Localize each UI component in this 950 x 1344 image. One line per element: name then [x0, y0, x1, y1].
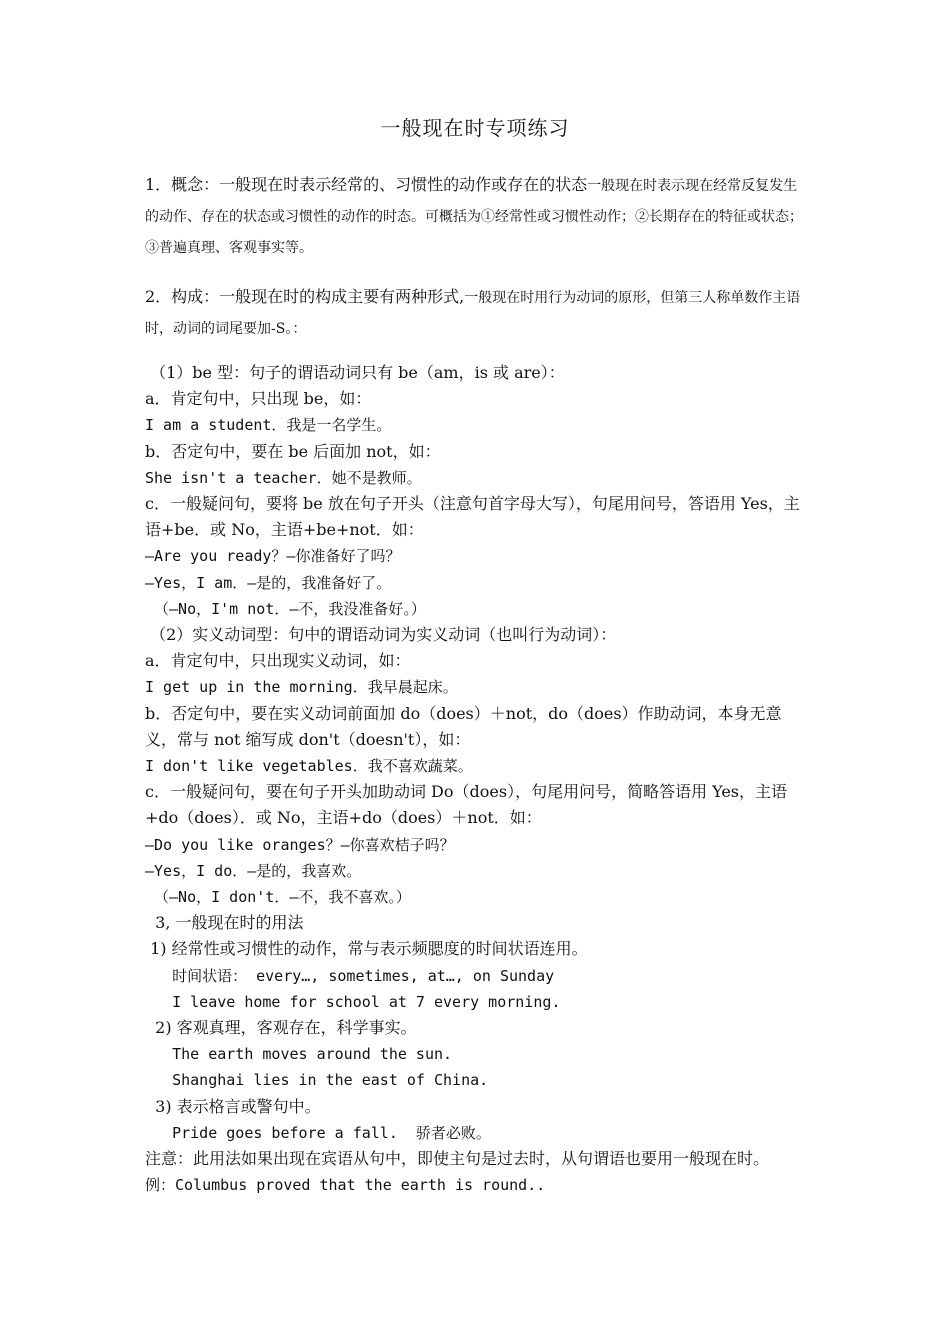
usage-note: 注意：此用法如果出现在宾语从句中，即使主句是过去时，从句谓语也要用一般现在时。 [145, 1149, 770, 1169]
be-negative-rule: b．否定句中，要在 be 后面加 not，如： [145, 441, 441, 461]
usage-truth-example-2: Shanghai lies in the east of China. [145, 1071, 489, 1090]
structure-paragraph [145, 282, 810, 344]
usage-proverb-example: Pride goes before a fall. 骄者必败。 [145, 1123, 491, 1142]
be-type-heading: （1）be 型：句子的谓语动词只有 be（am，is 或 are）： [145, 363, 565, 382]
verb-affirmative-rule: a．肯定句中，只出现实义动词，如： [145, 651, 411, 671]
content-body [145, 360, 810, 1199]
be-answer-yes: —Yes，I am．—是的，我准备好了。 [145, 573, 392, 592]
usage-truth-example-1: The earth moves around the sun. [145, 1045, 453, 1064]
usage-habitual: 1) 经常性或习惯性的动作，常与表示频腮度的时间状语连用。 [145, 939, 588, 959]
usage-truth: 2) 客观真理，客观存在，科学事实。 [145, 1018, 417, 1038]
verb-question-rule: c．一般疑问句，要在句子开头加助动词 Do（does），句尾用问号，简略答语用 Yes，主语+do（does）．或 No，主语+do（does）＋not．如： [145, 782, 788, 828]
concept-paragraph [145, 170, 810, 263]
structure-detail: 一般现在时用行为动词的原形，但第三人称单数作主语时，动词的词尾要加-S。： [145, 290, 801, 337]
concept-lead: 1．概念：一般现在时表示经常的、习惯性的动作或存在的状态 [145, 175, 588, 194]
be-negative-example: She isn't a teacher．她不是教师。 [145, 468, 422, 487]
structure-lead: 2．构成：一般现在时的构成主要有两种形式, [145, 287, 465, 306]
be-question-example: —Are you ready？—你准备好了吗？ [145, 547, 401, 566]
be-answer-no: （—No，I'm not．—不，我没准备好。） [145, 599, 426, 618]
concept-detail: 一般现在时表示现在经常反复发生的动作、存在的状态或习惯性的动作的时态。可概括为①经常性或习惯性动作；②长期存在的特征或状态；③普遍真理、客观事实等。 [145, 178, 803, 256]
be-affirmative-example: I am a student．我是一名学生。 [145, 416, 392, 435]
page-title: 一般现在时专项练习 [380, 116, 570, 140]
verb-negative-example: I don't like vegetables．我不喜欢蔬菜。 [145, 757, 473, 776]
usage-note-example: 例：Columbus proved that the earth is round.. [145, 1176, 546, 1195]
be-affirmative-rule: a．肯定句中，只出现 be，如： [145, 389, 372, 409]
usage-proverb: 3) 表示格言或警句中。 [145, 1096, 321, 1116]
verb-answer-yes: —Yes，I do．—是的，我喜欢。 [145, 861, 362, 880]
usage-habitual-example: I leave home for school at 7 every morning. [145, 992, 561, 1011]
be-question-rule: c．一般疑问句，要将 be 放在句子开头（注意句首字母大写），句尾用问号，答语用 Yes，主语+be．或 No，主语+be+not．如： [145, 494, 800, 540]
verb-type-heading: （2）实义动词型：句中的谓语动词为实义动词（也叫行为动词）： [145, 625, 617, 645]
usage-heading: 3, 一般现在时的用法 [145, 913, 304, 933]
verb-answer-no: （—No，I don't．—不，我不喜欢。） [145, 888, 411, 907]
verb-negative-rule: b．否定句中，要在实义动词前面加 do（does）＋not，do（does）作助动词，本身无意义，常与 not 缩写成 don't（doesn't），如： [145, 703, 782, 749]
verb-affirmative-example: I get up in the morning．我早晨起床。 [145, 678, 458, 697]
usage-time-adverbials: 时间状语： every…, sometimes, at…, on Sunday [145, 966, 555, 985]
verb-question-example: —Do you like oranges？—你喜欢桔子吗？ [145, 835, 455, 854]
